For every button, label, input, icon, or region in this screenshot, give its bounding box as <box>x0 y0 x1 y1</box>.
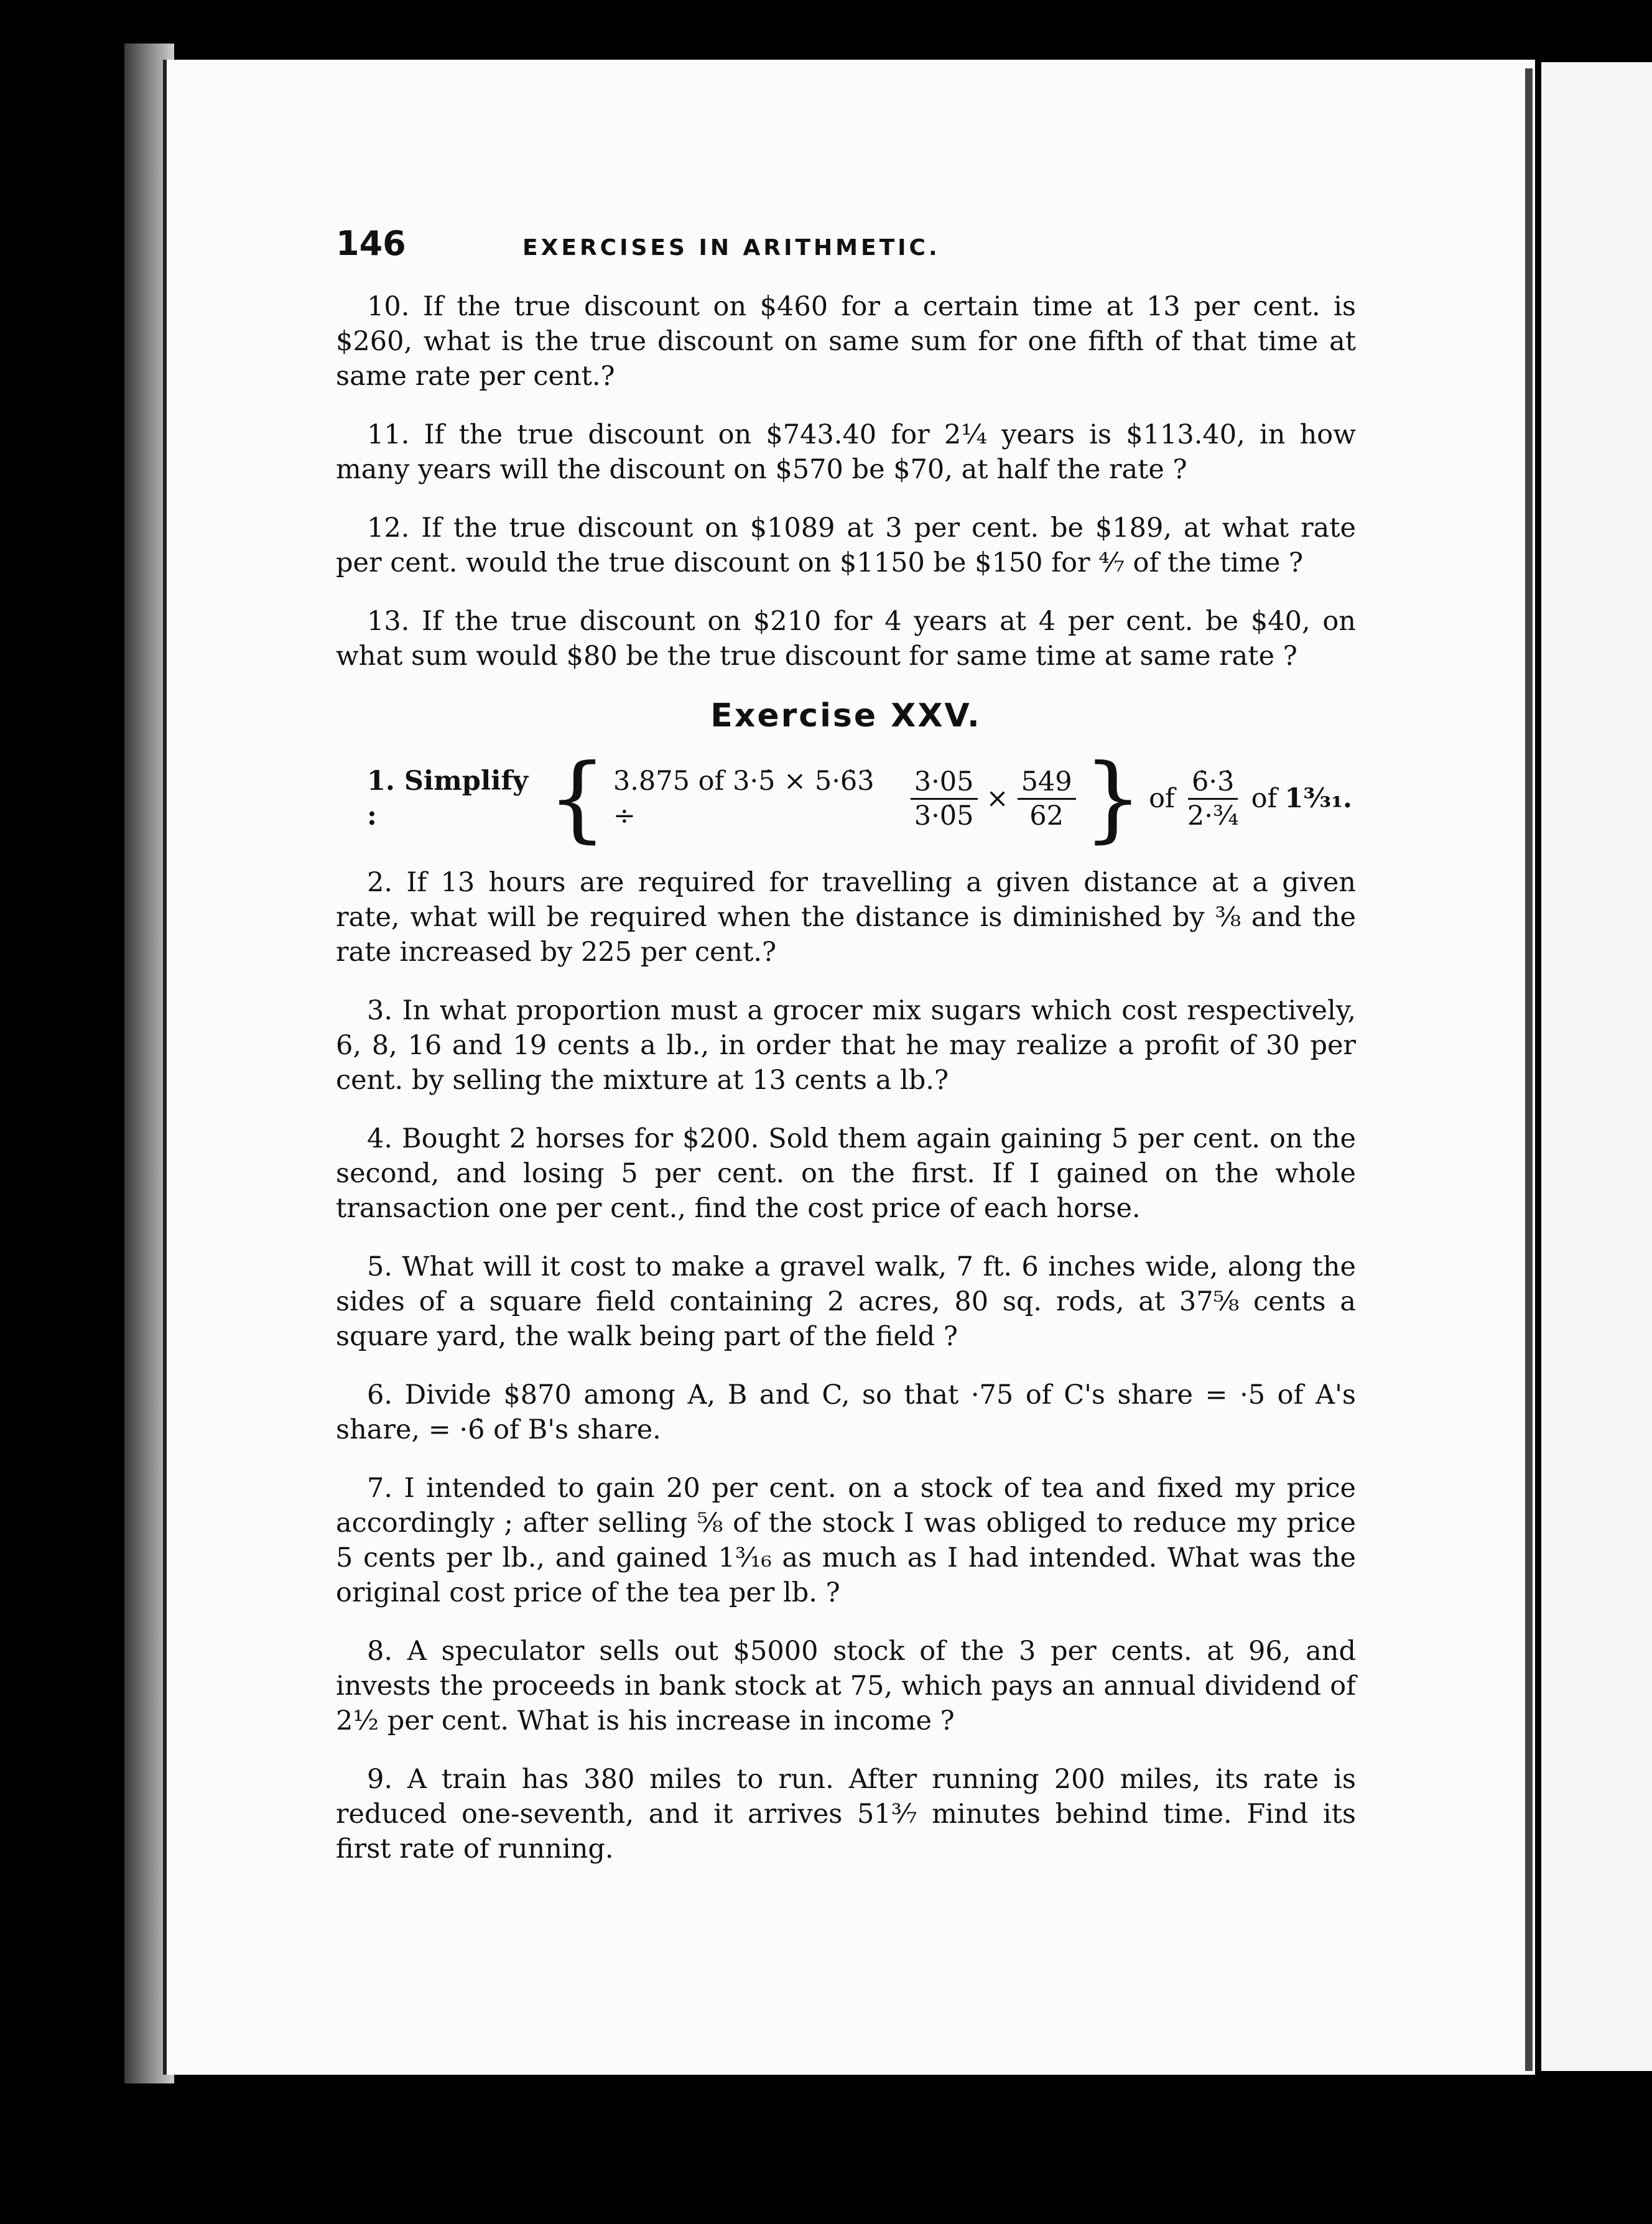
fraction-3 <box>1184 766 1243 832</box>
problem-6: 6. Divide $870 among A, B and C, so that ·75 of C's share = ·5 of A's share, = ·6̇ of B's share. <box>336 1379 1356 1445</box>
simplify-lead: 1. Simplify : <box>367 766 528 832</box>
problem-2: 2. If 13 hours are required for travelling a given distance at a given rate, what will be required when the distance is diminished by ⅜ and the rate increased by 225 per cent.? <box>336 867 1356 968</box>
problem-10: 10. If the true discount on $460 for a certain time at 13 per cent. is $260, what is the true discount on same sum for one fifth of that time at same rate per cent.? <box>336 291 1356 392</box>
simplify-part1: 3.875 of 3·5̇ × 5·6̇3̇ ÷ <box>613 766 875 832</box>
problem-3: 3. In what proportion must a grocer mix sugars which cost respectively, 6, 8, 16 and 19 cents a lb., in order that he may realize a profit of 30 per cent. by selling the mixture at 13 cents a lb.? <box>336 995 1356 1096</box>
problem-7: 7. I intended to gain 20 per cent. on a stock of tea and fixed my price accordingly ; after selling ⅝ of the stock I was obliged to reduce my price 5 cents per lb., and gained 1³⁄₁₆ as much as I had intended. What was the original cost price of the tea per lb. ? <box>336 1473 1356 1608</box>
simplify-expression <box>336 744 1356 853</box>
problem-9: 9. A train has 380 miles to run. After running 200 miles, its rate is reduced one-seventh, and it arrives 51³⁄₇ minutes behind time. Find its first rate of running. <box>336 1764 1356 1865</box>
exercise-title: Exercise XXV. <box>710 697 981 734</box>
problem-4: 4. Bought 2 horses for $200. Sold them again gaining 5 per cent. on the second, and losing 5 per cent. on the first. If I gained on the whole transaction one per cent., find the cost price of each horse. <box>336 1123 1356 1224</box>
problem-12: 12. If the true discount on $1089 at 3 per cent. be $189, at what rate per cent. would the true discount on $1150 be $150 for ⁴⁄₇ of the time ? <box>336 512 1356 578</box>
right-brace: } <box>1083 744 1143 853</box>
fraction-3-numerator: 6̇·3̇ <box>1188 766 1238 800</box>
facing-page-edge <box>1541 62 1652 2071</box>
running-title: EXERCISES IN ARITHMETIC. <box>522 235 940 261</box>
fraction-1 <box>911 766 978 832</box>
page-content <box>336 224 1356 1890</box>
times-sign: × <box>986 783 1009 814</box>
fraction-1-denominator: 3·0̇5 <box>914 800 974 832</box>
fraction-1-numerator: 3·05 <box>911 766 978 800</box>
simplify-tail: 1³⁄₃₁. <box>1284 783 1352 814</box>
problem-11: 11. If the true discount on $743.40 for 2¼ years is $113.40, in how many years will the discount on $570 be $70, at half the rate ? <box>336 419 1356 485</box>
problem-5: 5. What will it cost to make a gravel walk, 7 ft. 6 inches wide, along the sides of a square field containing 2 acres, 80 sq. rods, at 37⅝ cents a square yard, the walk being part of the field ? <box>336 1251 1356 1352</box>
of-word-2: of <box>1251 783 1278 814</box>
fraction-3-denominator: 2·¾ <box>1187 800 1239 832</box>
problem-13: 13. If the true discount on $210 for 4 years at 4 per cent. be $40, on what sum would $80 be the true discount for same time at same rate ? <box>336 606 1356 672</box>
fraction-2-denominator: 62 <box>1029 800 1064 832</box>
page-gutter <box>1525 68 1533 2071</box>
of-word-1: of <box>1149 783 1175 814</box>
problem-8: 8. A speculator sells out $5000 stock of the 3 per cents. at 96, and invests the proceeds in bank stock at 75, which pays an annual dividend of 2½ per cent. What is his increase in income ? <box>336 1636 1356 1736</box>
page-header <box>336 224 1356 263</box>
fraction-2 <box>1018 766 1076 832</box>
page-number: 146 <box>336 224 406 263</box>
left-brace: { <box>547 744 607 853</box>
fraction-2-numerator: 549 <box>1018 766 1076 800</box>
